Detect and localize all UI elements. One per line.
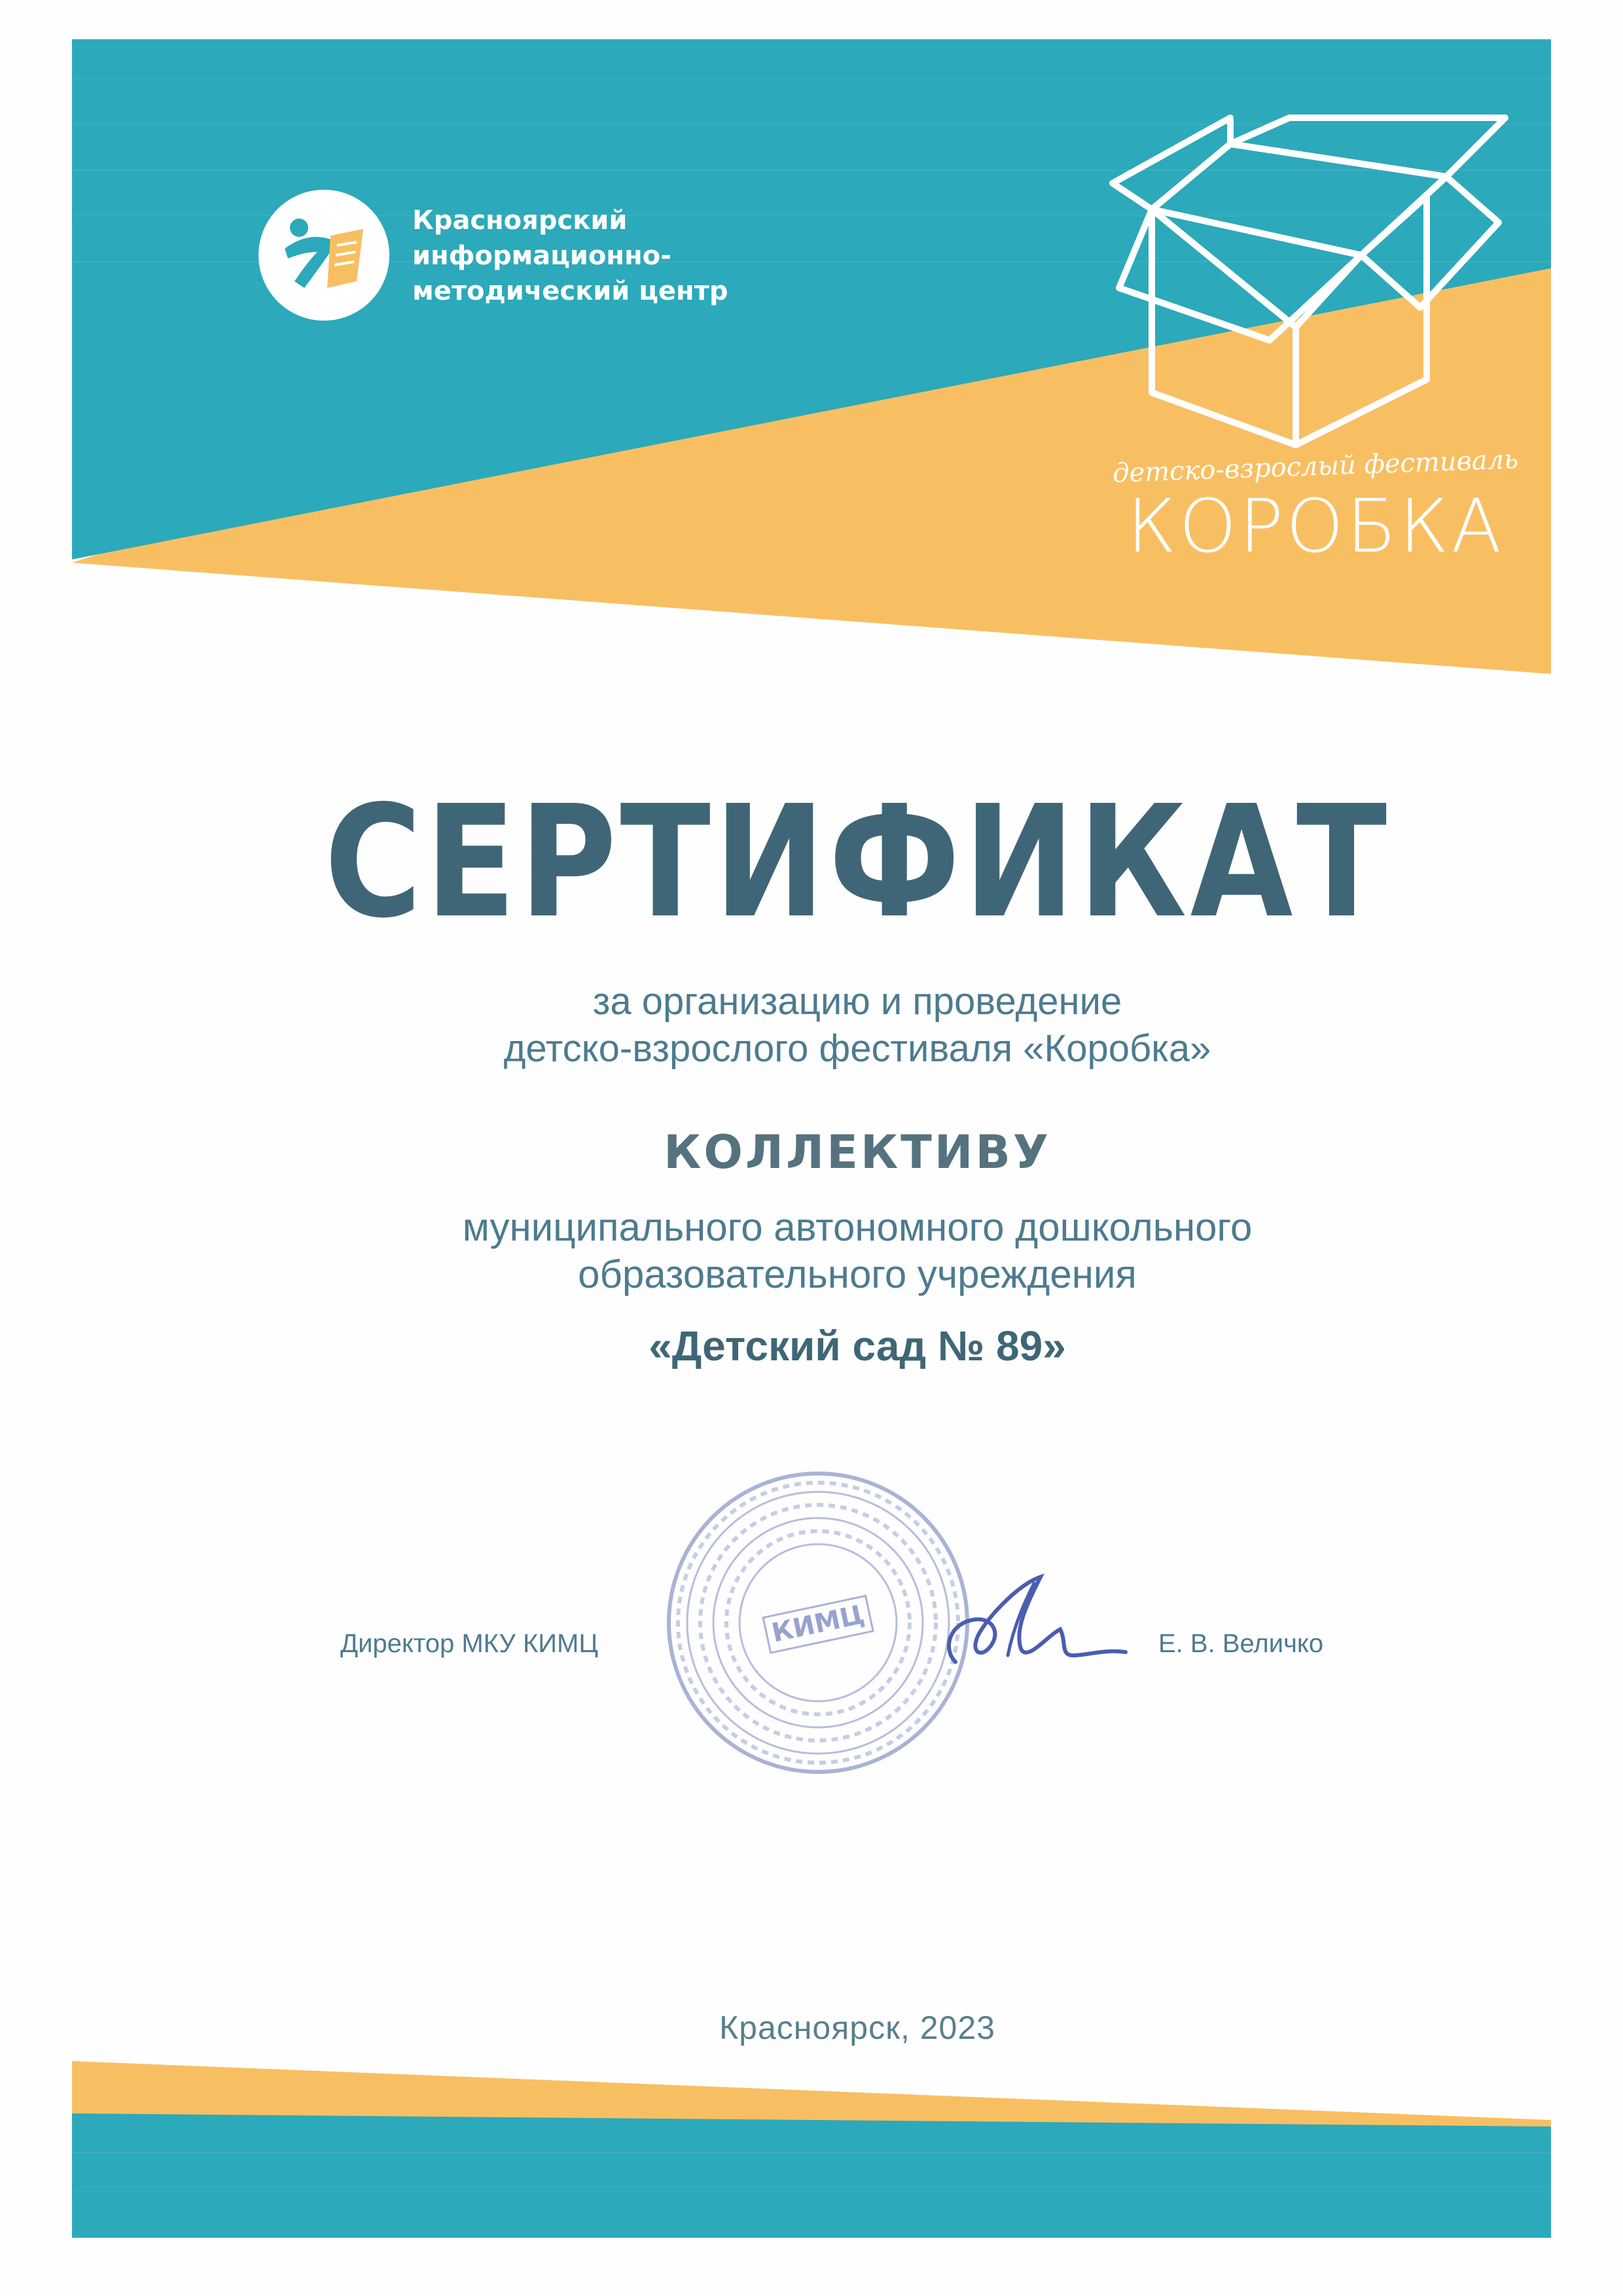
institution-line-1: муниципального автономного дошкольного bbox=[462, 1205, 1253, 1249]
institution-name: «Детский сад № 89» bbox=[649, 1322, 1066, 1369]
festival-subtitle: детско-взрослый фестиваль bbox=[1112, 444, 1519, 489]
signer-role: Директор МКУ КИМЦ bbox=[340, 1629, 598, 1658]
org-line-2: информационно- bbox=[412, 241, 671, 271]
org-line-3: методический центр bbox=[412, 276, 728, 306]
org-line-1: Красноярский bbox=[412, 205, 628, 236]
bottom-teal-band bbox=[72, 2113, 1551, 2238]
institution-line-2: образовательного учреждения bbox=[578, 1252, 1137, 1296]
certificate-title: СЕРТИФИКАТ bbox=[324, 772, 1391, 952]
stamp-text: КИМЦ bbox=[769, 1599, 867, 1649]
reason-line-2: детско-взрослого фестиваля «Коробка» bbox=[503, 1027, 1211, 1070]
signature bbox=[916, 1557, 1139, 1704]
festival-name: КОРОБКА bbox=[1126, 484, 1505, 569]
signature-graphic bbox=[916, 1557, 1139, 1701]
award-reason bbox=[0, 978, 1623, 1072]
addressee: КОЛЛЕКТИВУ bbox=[664, 1125, 1051, 1179]
organization-name bbox=[412, 203, 728, 309]
kimc-logo bbox=[259, 190, 389, 321]
kimc-logo-icon bbox=[259, 190, 389, 321]
institution-description bbox=[0, 1204, 1623, 1298]
signer-name: Е. В. Величко bbox=[1158, 1629, 1324, 1658]
reason-line-1: за организацию и проведение bbox=[592, 980, 1122, 1023]
city-year: Красноярск, 2023 bbox=[719, 2009, 995, 2046]
